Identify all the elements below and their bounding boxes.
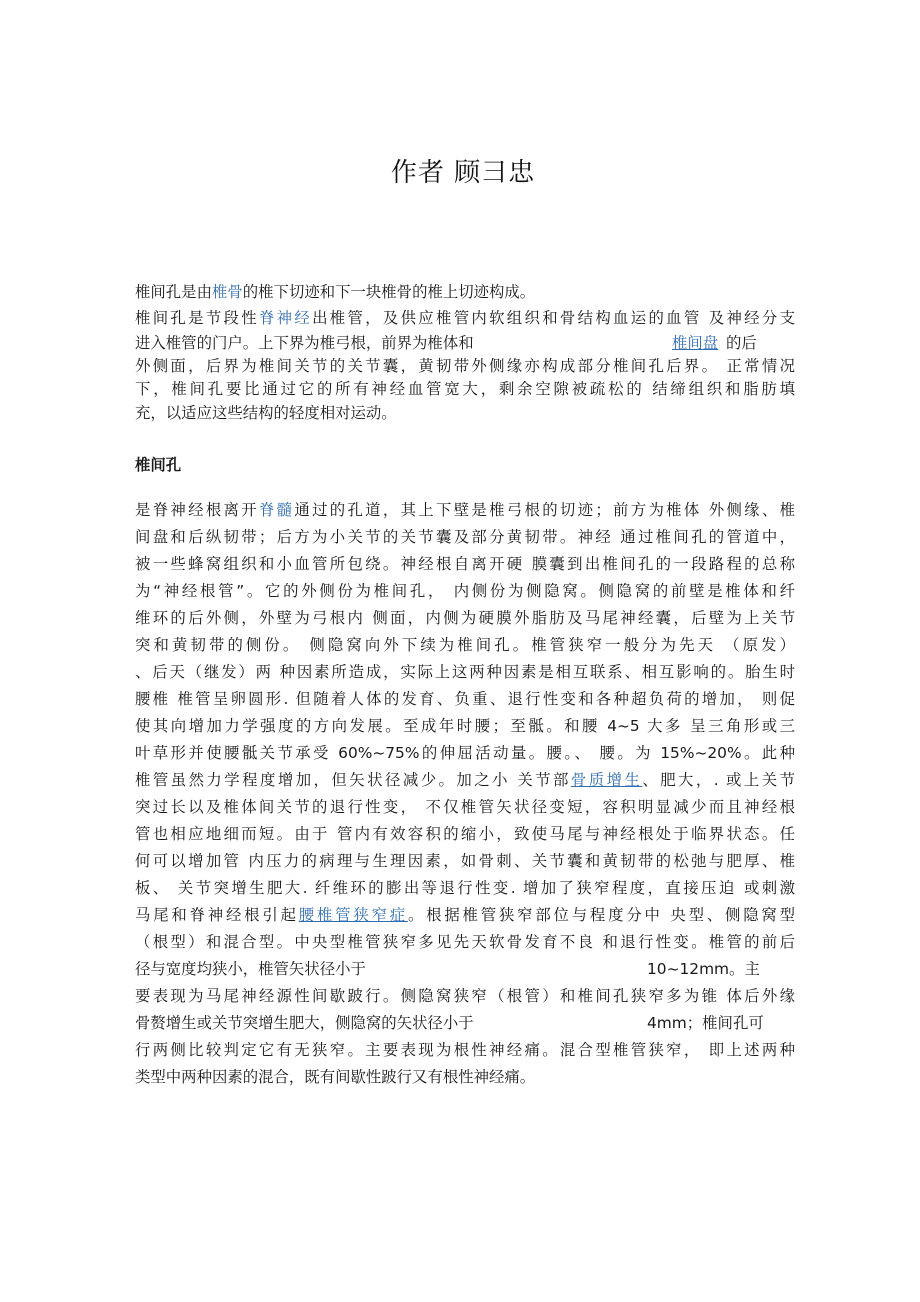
body-line-7: 、后天（继发）两 种因素所造成，实际上这两种因素是相互联系、相互影响的。胎生时 [135,663,795,681]
body-line-4: 为“神经根管”。它的外侧份为椎间孔， 内侧份为侧隐窝。侧隐窝的前壁是椎体和纤 [135,582,795,600]
link-vertebra[interactable]: 椎骨 [211,283,243,301]
body-line-13: 管也相应地细而短。由于 管内有效容积的缩小，致使马尾与神经根处于临界状态。任 [135,825,795,843]
body-line-21: 行两侧比较判定它有无狭窄。主要表现为根性神经痛。混合型椎管狭窄， 即上述两种 [135,1041,795,1059]
body-line-5: 维环的后外侧，外壁为弓根内 侧面，内侧为硬膜外脂肪及马尾神经囊，后壁为上关节 [135,609,795,627]
text-span: 进入椎管的门户。上下界为椎弓根，前界为椎体和 [135,334,474,352]
intro-line-6: 充，以适应这些结构的轻度相对运动。 [135,404,397,422]
intro-line-2 [135,307,795,329]
text-span: 通过的孔道，其上下壁是椎弓根的切迹；前方为椎体 外侧缘、椎 [294,501,795,519]
text-span: 出椎管，及供应椎管内软组织和骨结构血运的血管 及神经分支 [312,309,795,327]
body-line-6: 突和黄韧带的侧份。 侧隐窝向外下续为椎间孔。椎管狭窄一般分为先天 （原发） [135,636,795,654]
text-span: 10~12mm。主 [647,960,760,978]
body-line-20 [135,1012,795,1034]
section-heading: 椎间孔 [135,456,182,474]
link-intervertebral-disc[interactable]: 椎间盘 [672,334,719,352]
intro-line-5: 下，椎间孔要比通过它的所有神经血管宽大，剩余空隙被疏松的 结缔组织和脂肪填 [135,380,795,398]
intro-line-1 [135,281,795,303]
text-span: 椎间孔是由 [135,283,212,301]
body-line-11 [135,769,795,791]
text-span: 。根据椎管狭窄部位与程度分中 央型、侧隐窝型 [407,906,795,924]
text-span: 骨赘增生或关节突增生肥大，侧隐窝的矢状径小于 [135,1014,474,1032]
body-line-15: 板、 关节突增生肥大. 纤维环的膨出等退行性变. 增加了狭窄程度，直接压迫 或刺激 [135,879,795,897]
link-spinal-nerve[interactable]: 脊神经 [258,309,313,327]
text-span: 的椎下切迹和下一块椎骨的椎上切迹构成。 [242,283,536,301]
text-span: 径与宽度均狭小，椎管矢状径小于 [135,960,366,978]
text-span: 、肥大，. 或上关节 [642,771,795,789]
body-line-12: 突过长以及椎体间关节的退行性变， 不仅椎管矢状径变短，容积明显减少而且神经根 [135,798,795,816]
body-line-16 [135,904,795,926]
link-bone-hyperplasia[interactable]: 骨质增生 [570,771,643,789]
text-span: 椎间孔是节段性 [135,309,259,327]
text-span: 的后 [726,334,757,352]
link-spinal-cord[interactable]: 脊髓 [258,501,295,519]
body-line-8: 腰椎 椎管呈卵圆形. 但随着人体的发育、负重、退行性变和各种超负荷的增加， 则促 [135,690,795,708]
body-line-22: 类型中两种因素的混合，既有间歇性跛行又有根性神经痛。 [135,1068,536,1086]
body-line-18 [135,958,795,980]
link-lumbar-spinal-stenosis[interactable]: 腰椎管狭窄症 [298,906,408,924]
body-line-2: 间盘和后纵韧带；后方为小关节的关节囊及部分黄韧带。神经 通过椎间孔的管道中， [135,528,795,546]
text-span: 是脊神经根离开 [135,501,259,519]
intro-line-3 [135,332,795,354]
body-line-9: 使其向增加力学强度的方向发展。至成年时腰；至骶。和腰 4~5 大多 呈三角形或三 [135,717,795,735]
text-span: 马尾和脊神经根引起 [135,906,299,924]
page-title: 作者 顾彐忠 [390,158,536,188]
text-span: 4mm；椎间孔可 [647,1014,764,1032]
body-line-10: 叶草形并使腰骶关节承受 60%~75%的伸屈活动量。腰。、 腰。为 15%~20%。此种 [135,744,795,762]
body-line-3: 被一些蜂窝组织和小血管所包绕。神经根自离开硬 膜囊到出椎间孔的一段路程的总称 [135,555,795,573]
body-line-14: 何可以增加管 内压力的病理与生理因素，如骨刺、关节囊和黄韧带的松弛与肥厚、椎 [135,852,795,870]
text-span: 椎管虽然力学程度增加，但矢状径减少。加之小 关节部 [135,771,571,789]
body-line-17: （根型）和混合型。中央型椎管狭窄多见先天软骨发育不良 和退行性变。椎管的前后 [135,933,795,951]
body-line-19: 要表现为马尾神经源性间歇跛行。侧隐窝狭窄（根管）和椎间孔狭窄多为锥 体后外缘 [135,987,795,1005]
intro-line-4: 外侧面，后界为椎间关节的关节囊，黄韧带外侧缘亦构成部分椎间孔后界。 正常情况 [135,357,795,375]
body-line-1 [135,499,795,521]
